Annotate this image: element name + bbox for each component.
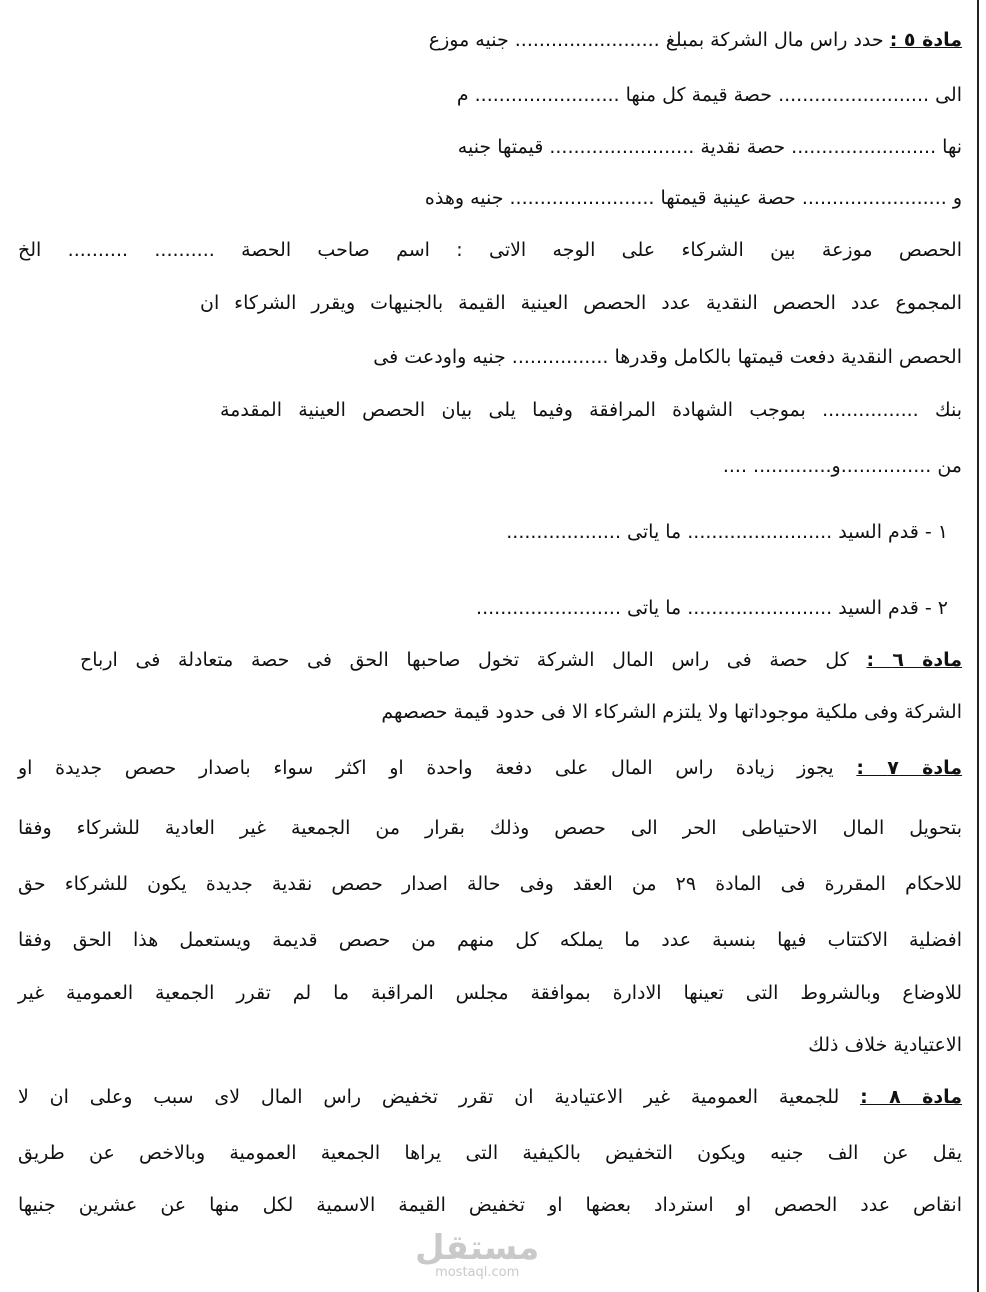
line-text: حدد راس مال الشركة بمبلغ ........................ جنيه موزع bbox=[428, 29, 884, 51]
article-5-heading: مادة ٥ : bbox=[889, 29, 962, 51]
article-5-line: و ........................ حصة عينية قيمتها ........................ جنيه وهذه bbox=[424, 187, 962, 209]
article-5-line: الحصص النقدية دفعت قيمتها بالكامل وقدرها ................ جنيه واودعت فى bbox=[373, 346, 962, 368]
article-5-line: الى ......................... حصة قيمة كل منها ........................ م bbox=[456, 84, 962, 106]
article-8-line: يقل عن الف جنيه ويكون التخفيض بالكيفية التى يراها الجمعية العمومية وبالاخص عن طريق bbox=[18, 1142, 962, 1164]
article-5-line: المجموع عدد الحصص النقدية عدد الحصص العينية القيمة بالجنيهات ويقرر الشركاء ان bbox=[200, 292, 962, 314]
line-text: للجمعية العمومية غير الاعتيادية ان تقرر تخفيض راس المال لاى سبب وعلى ان لا bbox=[18, 1086, 840, 1108]
watermark-arabic: مستقل bbox=[415, 1228, 540, 1268]
article-5-line: ٢ - قدم السيد ........................ ما ياتى ........................ bbox=[476, 597, 948, 619]
article-6-line: الشركة وفى ملكية موجوداتها ولا يلتزم الشركاء الا فى حدود قيمة حصصهم bbox=[381, 701, 962, 723]
article-8-line: انقاص عدد الحصص او استرداد بعضها او تخفيض القيمة الاسمية لكل منها عن عشرين جنيها bbox=[18, 1194, 962, 1216]
article-7-line: للاوضاع وبالشروط التى تعينها الادارة بموافقة مجلس المراقبة ما لم تقرر الجمعية العمومية غير bbox=[18, 982, 962, 1004]
article-5-line: نها ........................ حصة نقدية ........................ قيمتها جنيه bbox=[457, 136, 962, 158]
article-7-line: بتحويل المال الاحتياطى الحر الى حصص وذلك بقرار من الجمعية غير العادية للشركاء وفقا bbox=[18, 817, 962, 839]
line-text: يجوز زيادة راس المال على دفعة واحدة او اكثر سواء باصدار حصص جديدة او bbox=[18, 757, 834, 779]
article-7-line: للاحكام المقررة فى المادة ٢٩ من العقد وفى حالة اصدار حصص نقدية جديدة يكون للشركاء حق bbox=[18, 873, 962, 895]
article-5-line bbox=[429, 26, 962, 54]
page-border bbox=[977, 0, 979, 1292]
article-8-heading: مادة ٨ : bbox=[860, 1086, 962, 1108]
article-7-line bbox=[18, 754, 962, 782]
article-5-line: بنك ................ بموجب الشهادة المرافقة وفيما يلى بيان الحصص العينية المقدمة bbox=[220, 399, 962, 421]
article-5-line: من ...............و............. .... bbox=[722, 455, 962, 477]
article-5-line: الحصص موزعة بين الشركاء على الوجه الاتى : اسم صاحب الحصة .......... .......... الخ bbox=[18, 239, 962, 261]
line-text: كل حصة فى راس المال الشركة تخول صاحبها الحق فى حصة متعادلة فى ارباح bbox=[80, 649, 849, 671]
watermark-logo bbox=[415, 1230, 539, 1280]
article-7-line: افضلية الاكتتاب فيها بنسبة عدد ما يملكه كل منهم من حصص قديمة ويستعمل هذا الحق وفقا bbox=[18, 929, 962, 951]
watermark-latin: mostaql.com bbox=[435, 1265, 520, 1280]
article-6-heading: مادة ٦ : bbox=[866, 649, 963, 671]
article-5-line: ١ - قدم السيد ........................ ما ياتى ................... bbox=[506, 521, 948, 543]
article-8-line bbox=[18, 1083, 962, 1111]
article-7-heading: مادة ٧ : bbox=[856, 757, 963, 779]
article-7-line: الاعتيادية خلاف ذلك bbox=[808, 1034, 962, 1056]
article-6-line bbox=[80, 646, 962, 674]
